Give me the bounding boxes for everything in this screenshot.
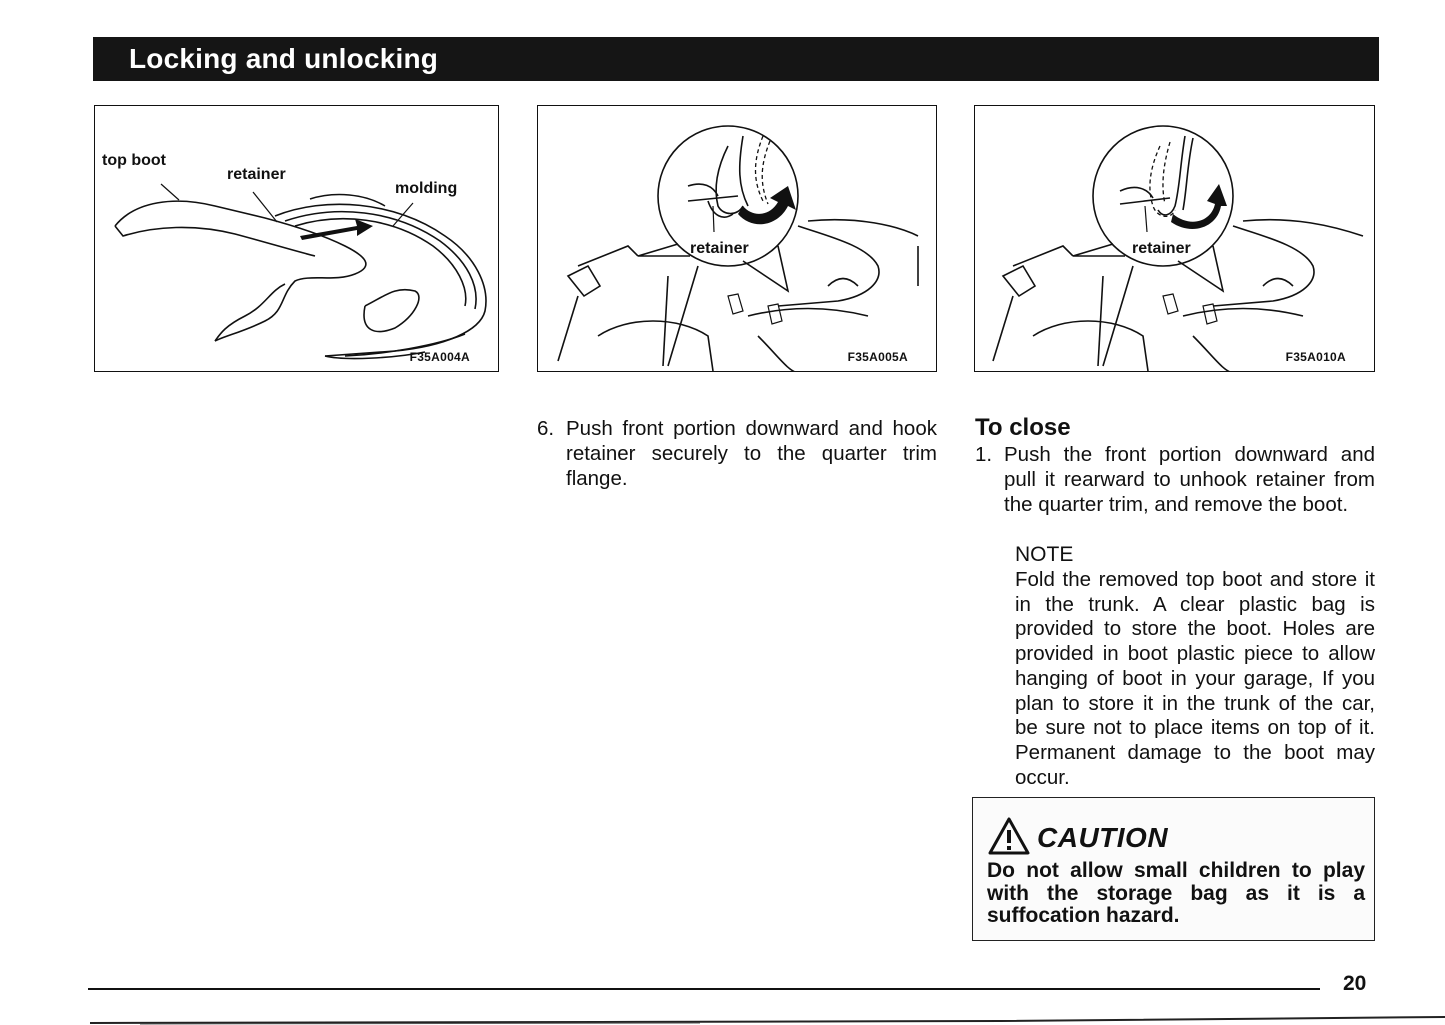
figure-unhook-retainer xyxy=(974,105,1375,372)
label-retainer: retainer xyxy=(1132,240,1191,257)
to-close-heading: To close xyxy=(975,414,1071,441)
top-boot-illustration xyxy=(95,106,499,372)
note-heading: NOTE xyxy=(1015,543,1074,566)
close-step-1 xyxy=(975,442,1375,517)
step-text: Push the front portion downward and pull it rearward to unhook retainer from the quarter trim, and remove the boot. xyxy=(1004,443,1375,516)
step-text: Push front portion downward and hook retainer securely to the quarter trim flange. xyxy=(566,417,937,490)
hook-retainer-illustration xyxy=(538,106,937,372)
scan-edge-line xyxy=(0,1012,1445,1025)
label-top-boot: top boot xyxy=(102,152,166,169)
section-title: Locking and unlocking xyxy=(129,43,439,74)
section-header xyxy=(93,37,1379,81)
step-number: 1. xyxy=(975,443,993,466)
caution-text: Do not allow small children to play with the storage bag as it is a suffocation hazard. xyxy=(987,859,1365,927)
label-retainer: retainer xyxy=(227,166,286,183)
step-6 xyxy=(537,416,937,491)
figure-hook-retainer xyxy=(537,105,937,372)
warning-triangle-icon xyxy=(987,816,1031,856)
caution-title: CAUTION xyxy=(1037,822,1169,853)
label-retainer: retainer xyxy=(690,240,749,257)
page-number: 20 xyxy=(1343,972,1367,995)
step-number: 6. xyxy=(537,417,555,440)
figure-code: F35A010A xyxy=(1285,350,1346,364)
footer-rule xyxy=(88,988,1320,990)
figure-top-boot-install xyxy=(94,105,499,372)
unhook-retainer-illustration xyxy=(975,106,1375,372)
note-text: Fold the removed top boot and store it in the trunk. A clear plastic bag is provided to store the boot. Holes are provided in boot plastic piece to allow hanging of boot in your garage, If you plan to store it in the trunk of the car, be sure not to place items on top of it. Permanent damage to the boot may occur. xyxy=(1015,568,1375,789)
label-molding: molding xyxy=(395,180,458,197)
caution-box xyxy=(972,797,1375,941)
figure-code: F35A005A xyxy=(847,350,908,364)
figure-code: F35A004A xyxy=(409,350,470,364)
